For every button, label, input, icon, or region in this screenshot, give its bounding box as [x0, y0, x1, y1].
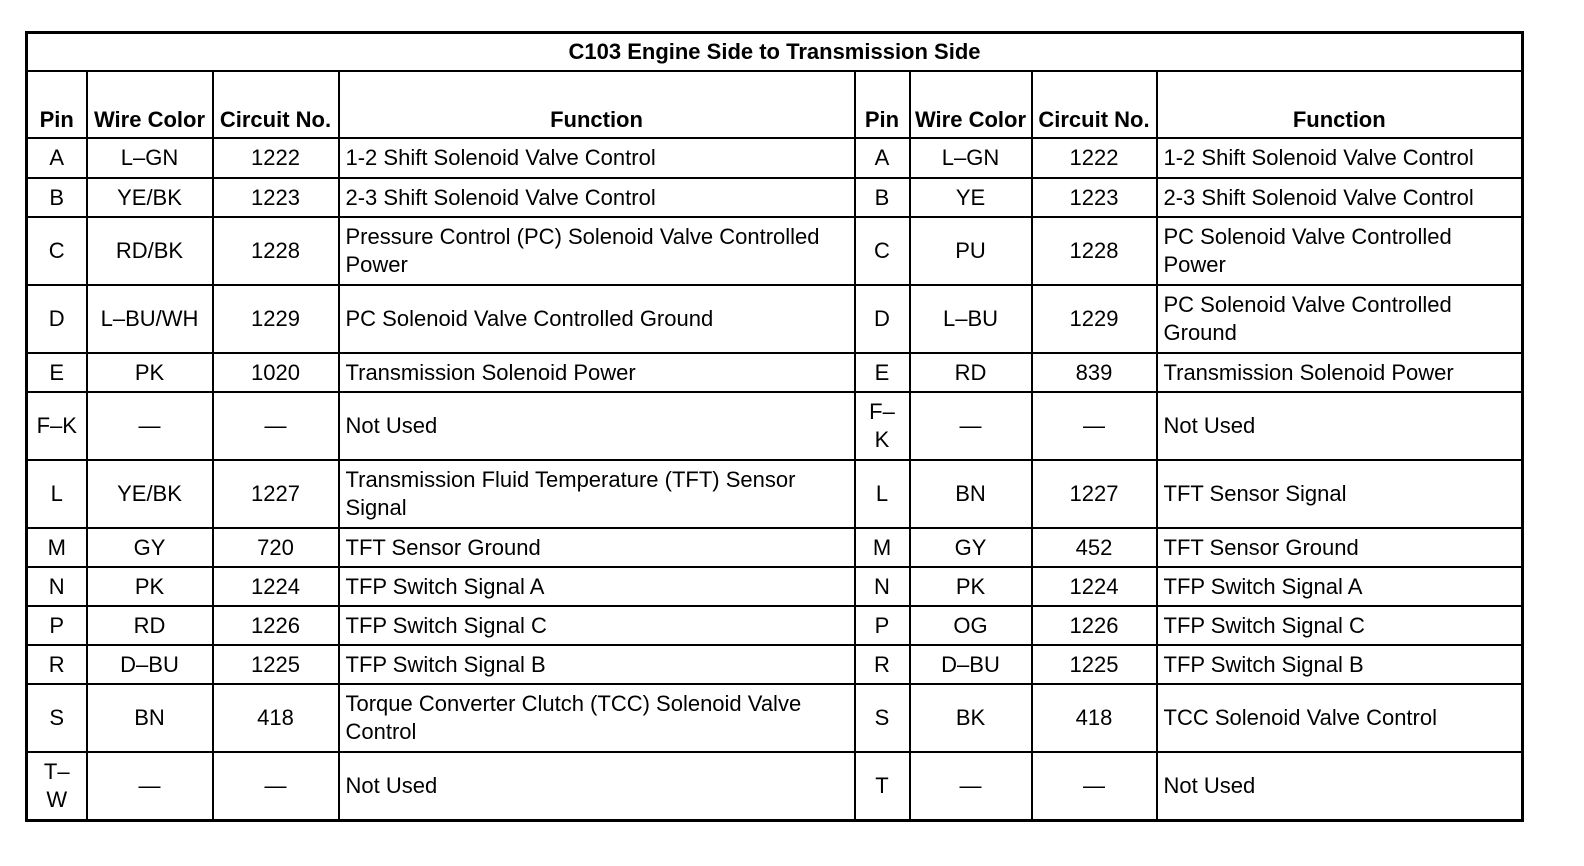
wire-color-right: PU — [910, 217, 1032, 285]
function-left: TFT Sensor Ground — [339, 528, 855, 567]
table-row — [27, 684, 1523, 752]
circuit-left: — — [213, 392, 339, 460]
pin-left: C — [27, 217, 87, 285]
function-left: Transmission Fluid Temperature (TFT) Sensor Signal — [339, 460, 855, 528]
pin-left: A — [27, 138, 87, 178]
wire-color-right: — — [910, 752, 1032, 820]
wire-color-right: BN — [910, 460, 1032, 528]
wire-color-left: RD/BK — [87, 217, 213, 285]
table-row — [27, 606, 1523, 645]
pin-right: L — [855, 460, 910, 528]
circuit-right: 452 — [1032, 528, 1157, 567]
function-left: TFP Switch Signal B — [339, 645, 855, 684]
function-right: PC Solenoid Valve Controlled Ground — [1157, 285, 1523, 353]
header-pin-right: Pin — [855, 71, 910, 138]
function-left: Not Used — [339, 392, 855, 460]
table-body — [27, 138, 1523, 820]
circuit-right: 1227 — [1032, 460, 1157, 528]
circuit-left: 1227 — [213, 460, 339, 528]
circuit-left: 1225 — [213, 645, 339, 684]
pin-left: E — [27, 353, 87, 392]
circuit-right: 1224 — [1032, 567, 1157, 606]
table-title: C103 Engine Side to Transmission Side — [27, 33, 1523, 72]
table-row — [27, 178, 1523, 217]
circuit-left: — — [213, 752, 339, 820]
wire-color-left: PK — [87, 353, 213, 392]
circuit-right: 1228 — [1032, 217, 1157, 285]
circuit-left: 1229 — [213, 285, 339, 353]
header-circuit-right: Circuit No. — [1032, 71, 1157, 138]
circuit-right: 1226 — [1032, 606, 1157, 645]
function-right: Transmission Solenoid Power — [1157, 353, 1523, 392]
circuit-left: 720 — [213, 528, 339, 567]
wire-color-left: L–BU/WH — [87, 285, 213, 353]
pin-right: B — [855, 178, 910, 217]
wire-color-left: — — [87, 752, 213, 820]
pin-right: C — [855, 217, 910, 285]
pin-left: P — [27, 606, 87, 645]
pin-right: D — [855, 285, 910, 353]
header-circuit-left: Circuit No. — [213, 71, 339, 138]
circuit-left: 1020 — [213, 353, 339, 392]
circuit-right: — — [1032, 752, 1157, 820]
wire-color-right: YE — [910, 178, 1032, 217]
function-right: Not Used — [1157, 392, 1523, 460]
table-row — [27, 645, 1523, 684]
wire-color-left: YE/BK — [87, 460, 213, 528]
function-right: TFT Sensor Ground — [1157, 528, 1523, 567]
function-left: Torque Converter Clutch (TCC) Solenoid Valve Control — [339, 684, 855, 752]
header-wire-color-right: Wire Color — [910, 71, 1032, 138]
function-left: TFP Switch Signal C — [339, 606, 855, 645]
pin-left: T– W — [27, 752, 87, 820]
wire-color-right: RD — [910, 353, 1032, 392]
circuit-right: 1222 — [1032, 138, 1157, 178]
function-left: 1-2 Shift Solenoid Valve Control — [339, 138, 855, 178]
circuit-left: 1224 — [213, 567, 339, 606]
pin-right: M — [855, 528, 910, 567]
table-row — [27, 138, 1523, 178]
circuit-left: 1222 — [213, 138, 339, 178]
wire-color-left: GY — [87, 528, 213, 567]
pin-right: T — [855, 752, 910, 820]
pin-left: B — [27, 178, 87, 217]
circuit-right: 1223 — [1032, 178, 1157, 217]
function-left: 2-3 Shift Solenoid Valve Control — [339, 178, 855, 217]
function-left: Transmission Solenoid Power — [339, 353, 855, 392]
circuit-left: 418 — [213, 684, 339, 752]
function-right: TFP Switch Signal C — [1157, 606, 1523, 645]
pin-right: R — [855, 645, 910, 684]
pin-right: P — [855, 606, 910, 645]
pin-left: S — [27, 684, 87, 752]
function-right: Not Used — [1157, 752, 1523, 820]
pin-left: M — [27, 528, 87, 567]
wire-color-right: OG — [910, 606, 1032, 645]
pin-left: L — [27, 460, 87, 528]
pin-left: D — [27, 285, 87, 353]
function-right: TCC Solenoid Valve Control — [1157, 684, 1523, 752]
function-right: 1-2 Shift Solenoid Valve Control — [1157, 138, 1523, 178]
circuit-left: 1226 — [213, 606, 339, 645]
circuit-right: 839 — [1032, 353, 1157, 392]
function-right: 2-3 Shift Solenoid Valve Control — [1157, 178, 1523, 217]
wire-color-left: — — [87, 392, 213, 460]
circuit-left: 1223 — [213, 178, 339, 217]
wire-color-left: YE/BK — [87, 178, 213, 217]
wire-color-right: — — [910, 392, 1032, 460]
wire-color-left: BN — [87, 684, 213, 752]
connector-pinout-table — [25, 31, 1524, 822]
table-row — [27, 752, 1523, 820]
table-row — [27, 285, 1523, 353]
wire-color-left: L–GN — [87, 138, 213, 178]
pin-right: A — [855, 138, 910, 178]
wire-color-right: D–BU — [910, 645, 1032, 684]
header-function-left: Function — [339, 71, 855, 138]
wire-color-right: BK — [910, 684, 1032, 752]
function-left: PC Solenoid Valve Controlled Ground — [339, 285, 855, 353]
circuit-right: 418 — [1032, 684, 1157, 752]
pin-left: R — [27, 645, 87, 684]
function-left: Not Used — [339, 752, 855, 820]
function-right: TFP Switch Signal A — [1157, 567, 1523, 606]
function-right: PC Solenoid Valve Controlled Power — [1157, 217, 1523, 285]
table-row — [27, 353, 1523, 392]
wire-color-right: GY — [910, 528, 1032, 567]
pin-right: N — [855, 567, 910, 606]
circuit-right: 1225 — [1032, 645, 1157, 684]
pin-right: F– K — [855, 392, 910, 460]
table-row — [27, 567, 1523, 606]
pin-right: S — [855, 684, 910, 752]
circuit-right: — — [1032, 392, 1157, 460]
circuit-right: 1229 — [1032, 285, 1157, 353]
wire-color-left: PK — [87, 567, 213, 606]
function-left: TFP Switch Signal A — [339, 567, 855, 606]
header-wire-color-left: Wire Color — [87, 71, 213, 138]
circuit-left: 1228 — [213, 217, 339, 285]
table-row — [27, 392, 1523, 460]
function-right: TFT Sensor Signal — [1157, 460, 1523, 528]
wire-color-left: RD — [87, 606, 213, 645]
wire-color-left: D–BU — [87, 645, 213, 684]
function-right: TFP Switch Signal B — [1157, 645, 1523, 684]
pin-right: E — [855, 353, 910, 392]
pin-left: F–K — [27, 392, 87, 460]
header-function-right: Function — [1157, 71, 1523, 138]
header-row — [27, 71, 1523, 138]
wire-color-right: L–GN — [910, 138, 1032, 178]
table-row — [27, 460, 1523, 528]
table-row — [27, 528, 1523, 567]
table-row — [27, 217, 1523, 285]
function-left: Pressure Control (PC) Solenoid Valve Controlled Power — [339, 217, 855, 285]
header-pin-left: Pin — [27, 71, 87, 138]
pin-left: N — [27, 567, 87, 606]
wire-color-right: L–BU — [910, 285, 1032, 353]
wire-color-right: PK — [910, 567, 1032, 606]
